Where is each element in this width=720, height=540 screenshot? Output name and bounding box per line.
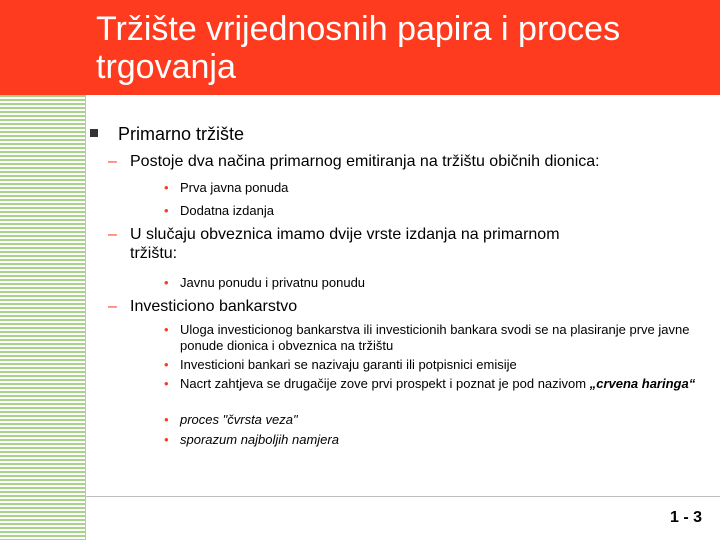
point-text: proces "čvrsta veza" [180,412,298,427]
dot-bullet-icon: • [164,275,169,290]
dot-bullet-icon: • [164,180,169,195]
point-firm-commitment [164,412,710,428]
point-public-private-offer [164,275,710,291]
subitem-bonds [108,225,600,263]
point-first-public-offer [164,180,710,196]
subitem-text: U slučaju obveznica imamo dvije vrste izdanja na primarnom tržištu: [130,226,560,262]
dash-bullet-icon: – [108,153,117,170]
red-herring-term: „crvena haringa“ [589,376,696,391]
point-underwriters [164,357,710,373]
point-best-efforts [164,432,710,448]
dash-bullet-icon: – [108,226,117,243]
title-bar [0,0,720,95]
point-red-herring [164,376,710,392]
square-bullet-icon [90,129,98,137]
subitem-investment-banking [108,297,690,316]
dot-bullet-icon: • [164,322,169,337]
slide-content [86,95,720,540]
bullet-text: Primarno tržište [118,124,245,144]
dash-bullet-icon: – [108,298,117,315]
point-text: Prva javna ponuda [180,180,289,195]
subitem-text: Postoje dva načina primarnog emitiranja na tržištu običnih dionica: [130,153,600,170]
bullet-primary-market [118,123,244,145]
dot-bullet-icon: • [164,203,169,218]
point-text: Investicioni bankari se nazivaju garanti ili potpisnici emisije [180,357,517,372]
point-text: Javnu ponudu i privatnu ponudu [180,275,366,290]
dot-bullet-icon: • [164,432,169,447]
point-text: sporazum najboljih namjera [180,432,339,447]
point-additional-issues [164,203,710,219]
dot-bullet-icon: • [164,376,169,391]
decorative-stripe-panel [0,95,85,540]
page-number: 1 - 3 [669,509,702,526]
subitem-text: Investiciono bankarstvo [130,298,298,315]
point-role-investment-banking [164,322,710,354]
point-text: Uloga investicionog bankarstva ili investicionih bankara svodi se na plasiranje prve javne ponude dionica i obveznica na tržištu [180,322,690,353]
dot-bullet-icon: • [164,357,169,372]
slide-title: Tržište vrijednosnih papira i proces trgovanja [96,10,621,86]
subitem-two-ways [108,152,690,171]
dot-bullet-icon: • [164,412,169,427]
point-text: Dodatna izdanja [180,203,274,218]
footer-divider [86,496,720,497]
point-text: Nacrt zahtjeva se drugačije zove prvi prospekt i poznat je pod nazivom [180,376,590,391]
